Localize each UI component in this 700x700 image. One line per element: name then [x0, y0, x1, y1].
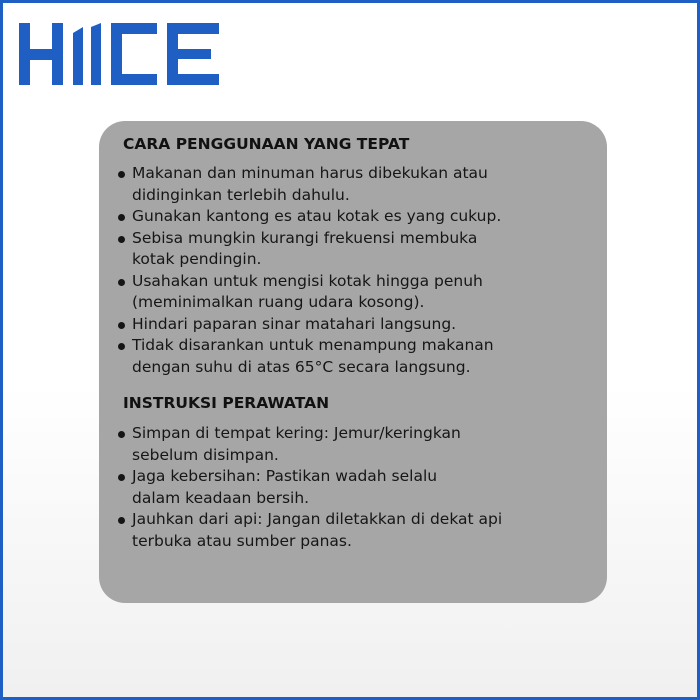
bullet-icon	[118, 474, 125, 481]
care-heading: INSTRUKSI PERAWATAN	[123, 394, 330, 412]
list-item: Gunakan kantong es atau kotak es yang cukup.	[117, 206, 577, 228]
list-item: Tidak disarankan untuk menampung makanan dengan suhu di atas 65°C secara langsung.	[117, 335, 577, 378]
bullet-icon	[118, 322, 125, 329]
list-item: Makanan dan minuman harus dibekukan atau didinginkan terlebih dahulu.	[117, 163, 577, 206]
bullet-icon	[118, 343, 125, 350]
usage-list	[117, 163, 577, 378]
bullet-icon	[118, 279, 125, 286]
bullet-icon	[118, 214, 125, 221]
list-item: Jauhkan dari api: Jangan diletakkan di dekat api terbuka atau sumber panas.	[117, 509, 577, 552]
bullet-icon	[118, 236, 125, 243]
bullet-icon	[118, 517, 125, 524]
hiice-logo	[19, 23, 219, 85]
usage-heading: CARA PENGGUNAAN YANG TEPAT	[123, 135, 410, 153]
bullet-icon	[118, 171, 125, 178]
list-item: Usahakan untuk mengisi kotak hingga penuh (meminimalkan ruang udara kosong).	[117, 271, 577, 314]
instruction-card	[99, 121, 607, 603]
list-item: Simpan di tempat kering: Jemur/keringkan sebelum disimpan.	[117, 423, 577, 466]
bullet-icon	[118, 431, 125, 438]
list-item: Hindari paparan sinar matahari langsung.	[117, 314, 577, 336]
care-list	[117, 423, 577, 552]
list-item: Jaga kebersihan: Pastikan wadah selalu dalam keadaan bersih.	[117, 466, 577, 509]
list-item: Sebisa mungkin kurangi frekuensi membuka kotak pendingin.	[117, 228, 577, 271]
